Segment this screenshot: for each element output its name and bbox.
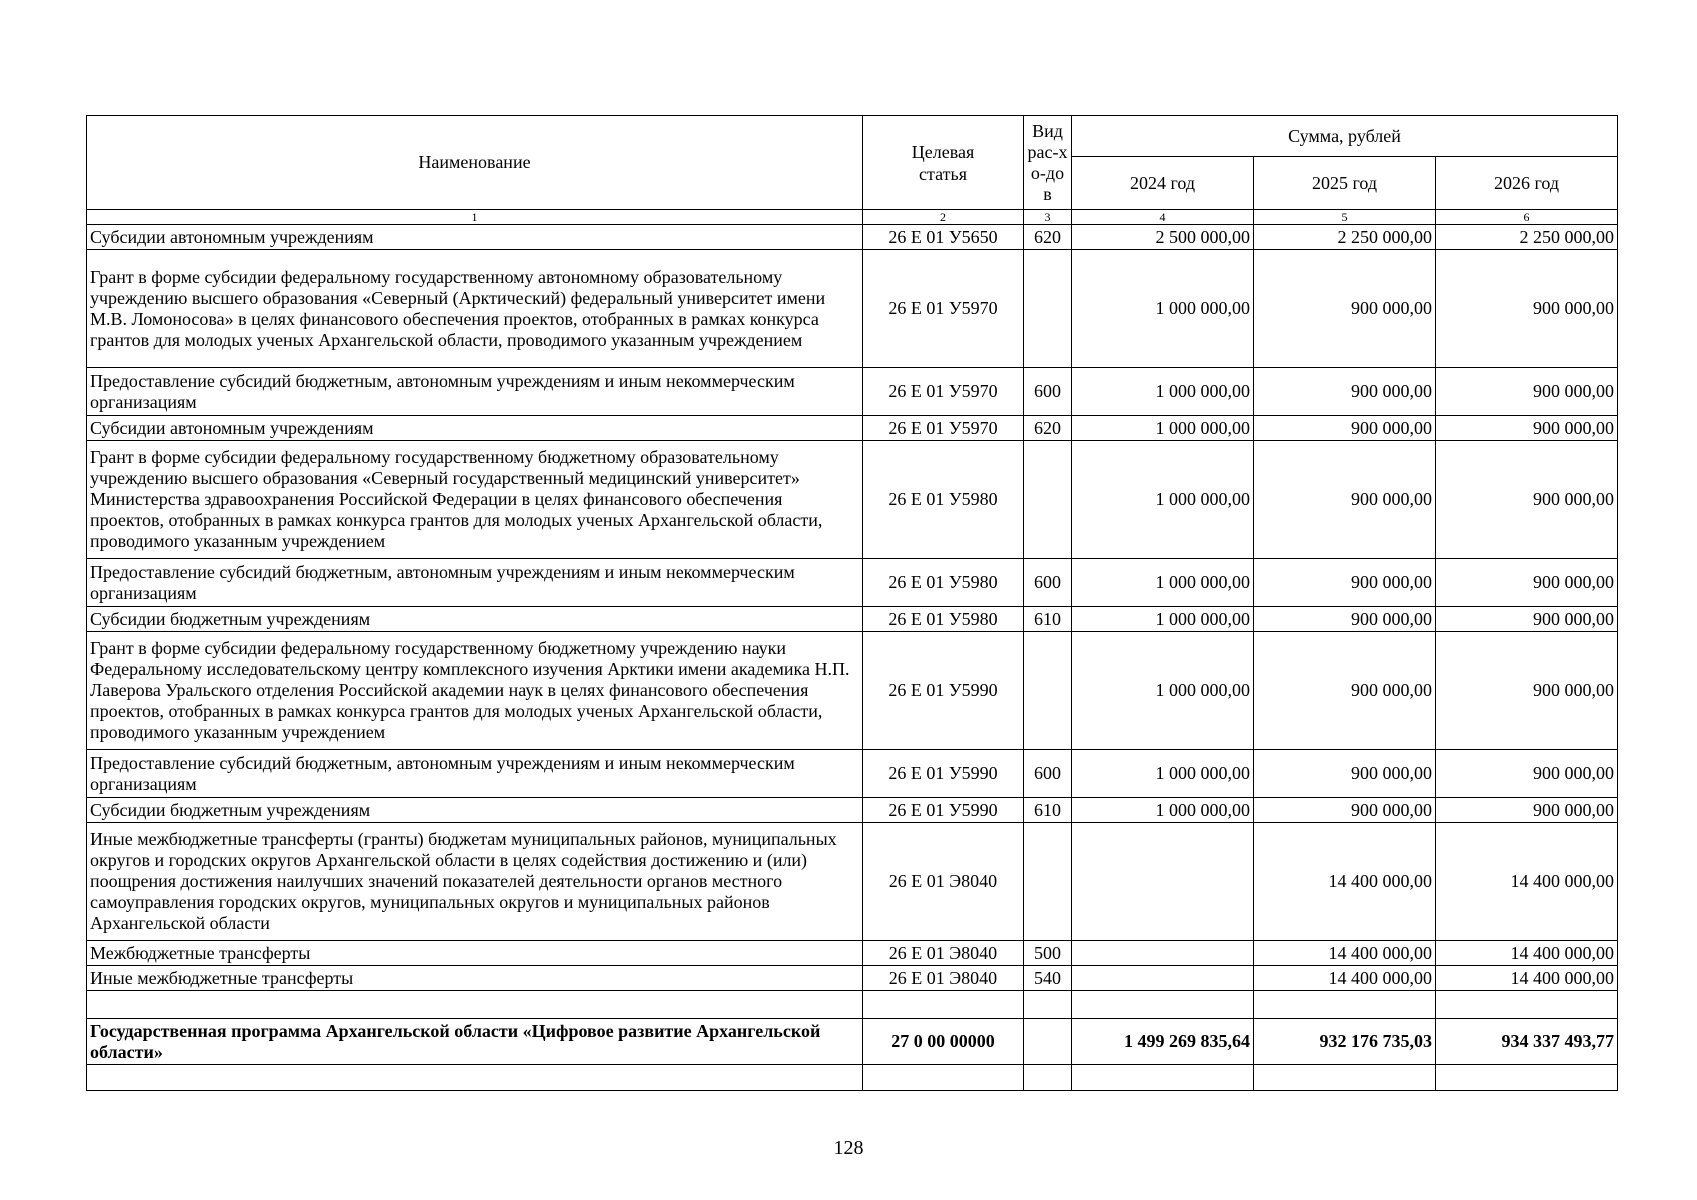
row-name: Субсидии автономным учреждениям [87,416,863,441]
row-amount-2024: 1 000 000,00 [1072,559,1254,607]
row-name: Субсидии автономным учреждениям [87,225,863,250]
row-target-article: 26 Е 01 У5990 [863,632,1024,750]
row-amount-2024 [1072,966,1254,991]
row-target-article [863,1065,1024,1091]
row-target-article: 26 Е 01 У5980 [863,607,1024,632]
column-number: 4 [1072,210,1254,225]
table-row [87,368,1618,416]
row-target-article: 26 Е 01 У5650 [863,225,1024,250]
row-amount-2025: 900 000,00 [1254,416,1436,441]
row-name: Иные межбюджетные трансферты (гранты) бюджетам муниципальных районов, муниципальных округов и городских округов Архангельской области в целях содействия достижению и (или) поощрения достижения наилучших значений показателей деятельности органов местного самоуправления городских округов, муниципальных округов и муниципальных районов Архангельской области [87,823,863,941]
table-row [87,441,1618,559]
row-amount-2026: 900 000,00 [1436,632,1618,750]
table-row [87,559,1618,607]
table-row [87,798,1618,823]
row-name: Субсидии бюджетным учреждениям [87,607,863,632]
table-row [87,823,1618,941]
row-amount-2025: 14 400 000,00 [1254,941,1436,966]
row-expense-kind: 540 [1024,966,1072,991]
table-row [87,991,1618,1019]
row-amount-2025: 900 000,00 [1254,607,1436,632]
column-number: 1 [87,210,863,225]
row-amount-2024 [1072,823,1254,941]
row-expense-kind: 620 [1024,225,1072,250]
column-number: 5 [1254,210,1436,225]
column-number: 6 [1436,210,1618,225]
table-row [87,750,1618,798]
row-amount-2026: 2 250 000,00 [1436,225,1618,250]
row-amount-2025: 14 400 000,00 [1254,823,1436,941]
row-name: Субсидии бюджетным учреждениям [87,798,863,823]
row-target-article: 26 Е 01 У5970 [863,368,1024,416]
row-amount-2025: 900 000,00 [1254,368,1436,416]
header-target-article-label: Целевая статья [911,141,975,184]
row-amount-2024: 1 000 000,00 [1072,441,1254,559]
row-expense-kind: 620 [1024,416,1072,441]
row-amount-2026: 900 000,00 [1436,559,1618,607]
row-amount-2025 [1254,1065,1436,1091]
row-target-article: 26 Е 01 У5980 [863,441,1024,559]
table-row [87,416,1618,441]
row-target-article [863,991,1024,1019]
row-amount-2025: 932 176 735,03 [1254,1019,1436,1065]
row-expense-kind: 610 [1024,798,1072,823]
row-name: Грант в форме субсидии федеральному государственному автономному образовательному учреждению высшего образования «Северный (Арктический) федеральный университет имени М.В. Ломоносова» в целях финансового обеспечения проектов, отобранных в рамках конкурса грантов для молодых ученых Архангельской области, проводимого указанным учреждением [87,250,863,368]
row-target-article: 26 Е 01 Э8040 [863,823,1024,941]
row-amount-2026: 900 000,00 [1436,416,1618,441]
row-amount-2024 [1072,1065,1254,1091]
header-year-2026: 2026 год [1436,157,1618,210]
row-amount-2026: 900 000,00 [1436,607,1618,632]
row-amount-2026: 900 000,00 [1436,750,1618,798]
row-amount-2024: 1 000 000,00 [1072,607,1254,632]
row-amount-2025: 14 400 000,00 [1254,966,1436,991]
row-amount-2024 [1072,991,1254,1019]
header-amount-group: Сумма, рублей [1072,116,1618,157]
row-expense-kind: 600 [1024,559,1072,607]
row-amount-2024 [1072,941,1254,966]
row-name: Межбюджетные трансферты [87,941,863,966]
row-amount-2024: 1 000 000,00 [1072,416,1254,441]
table-row [87,225,1618,250]
column-number: 3 [1024,210,1072,225]
row-name [87,991,863,1019]
row-amount-2025: 900 000,00 [1254,632,1436,750]
table-row [87,966,1618,991]
row-name [87,1065,863,1091]
row-target-article: 27 0 00 00000 [863,1019,1024,1065]
row-expense-kind [1024,250,1072,368]
row-expense-kind: 600 [1024,368,1072,416]
row-amount-2025: 900 000,00 [1254,798,1436,823]
row-name: Предоставление субсидий бюджетным, автономным учреждениям и иным некоммерческим организациям [87,559,863,607]
table-body [87,225,1618,1091]
row-amount-2024: 1 000 000,00 [1072,368,1254,416]
row-expense-kind [1024,441,1072,559]
header-expense-kind [1024,116,1072,210]
row-target-article: 26 Е 01 Э8040 [863,966,1024,991]
column-number: 2 [863,210,1024,225]
header-expense-kind-label: Вид рас-хо-дов [1027,120,1068,204]
table-row [87,1065,1618,1091]
row-amount-2026: 14 400 000,00 [1436,966,1618,991]
row-target-article: 26 Е 01 У5970 [863,250,1024,368]
row-amount-2025: 900 000,00 [1254,559,1436,607]
row-amount-2026: 900 000,00 [1436,368,1618,416]
row-name: Грант в форме субсидии федеральному государственному бюджетному образовательному учреждению высшего образования «Северный государственный медицинский университет» Министерства здравоохранения Российской Федерации в целях финансового обеспечения проектов, отобранных в рамках конкурса грантов для молодых ученых Архангельской области, проводимого указанным учреждением [87,441,863,559]
row-expense-kind [1024,1019,1072,1065]
row-amount-2026: 900 000,00 [1436,441,1618,559]
row-amount-2026: 14 400 000,00 [1436,941,1618,966]
row-target-article: 26 Е 01 У5990 [863,798,1024,823]
table-row [87,941,1618,966]
row-target-article: 26 Е 01 У5990 [863,750,1024,798]
row-amount-2025: 2 250 000,00 [1254,225,1436,250]
row-target-article: 26 Е 01 Э8040 [863,941,1024,966]
row-expense-kind [1024,823,1072,941]
table-row [87,607,1618,632]
column-number-row [87,210,1618,225]
header-year-2025: 2025 год [1254,157,1436,210]
row-amount-2024: 1 000 000,00 [1072,632,1254,750]
row-amount-2026: 934 337 493,77 [1436,1019,1618,1065]
row-amount-2024: 1 000 000,00 [1072,798,1254,823]
table-row [87,250,1618,368]
row-expense-kind: 600 [1024,750,1072,798]
row-expense-kind: 500 [1024,941,1072,966]
header-year-2024: 2024 год [1072,157,1254,210]
row-amount-2024: 2 500 000,00 [1072,225,1254,250]
row-amount-2026 [1436,991,1618,1019]
row-amount-2026 [1436,1065,1618,1091]
table-header [87,116,1618,225]
row-amount-2026: 14 400 000,00 [1436,823,1618,941]
row-target-article: 26 Е 01 У5970 [863,416,1024,441]
row-expense-kind [1024,991,1072,1019]
row-amount-2025 [1254,991,1436,1019]
row-amount-2024: 1 000 000,00 [1072,250,1254,368]
header-name: Наименование [87,116,863,210]
table-row [87,632,1618,750]
row-amount-2025: 900 000,00 [1254,250,1436,368]
row-amount-2026: 900 000,00 [1436,250,1618,368]
row-expense-kind [1024,1065,1072,1091]
row-amount-2025: 900 000,00 [1254,750,1436,798]
row-amount-2024: 1 000 000,00 [1072,750,1254,798]
header-target-article [863,116,1024,210]
row-amount-2026: 900 000,00 [1436,798,1618,823]
row-name: Предоставление субсидий бюджетным, автономным учреждениям и иным некоммерческим организациям [87,750,863,798]
row-amount-2025: 900 000,00 [1254,441,1436,559]
row-name: Государственная программа Архангельской области «Цифровое развитие Архангельской области» [87,1019,863,1065]
row-name: Иные межбюджетные трансферты [87,966,863,991]
row-expense-kind [1024,632,1072,750]
row-amount-2024: 1 499 269 835,64 [1072,1019,1254,1065]
budget-table [86,115,1618,1091]
row-expense-kind: 610 [1024,607,1072,632]
table-row [87,1019,1618,1065]
row-name: Предоставление субсидий бюджетным, автономным учреждениям и иным некоммерческим организациям [87,368,863,416]
page-number: 128 [833,1137,864,1159]
row-target-article: 26 Е 01 У5980 [863,559,1024,607]
row-name: Грант в форме субсидии федеральному государственному бюджетному учреждению науки Федеральному исследовательскому центру комплексного изучения Арктики имени академика Н.П. Лаверова Уральского отделения Российской академии наук в целях финансового обеспечения проектов, отобранных в рамках конкурса грантов для молодых ученых Архангельской области, проводимого указанным учреждением [87,632,863,750]
